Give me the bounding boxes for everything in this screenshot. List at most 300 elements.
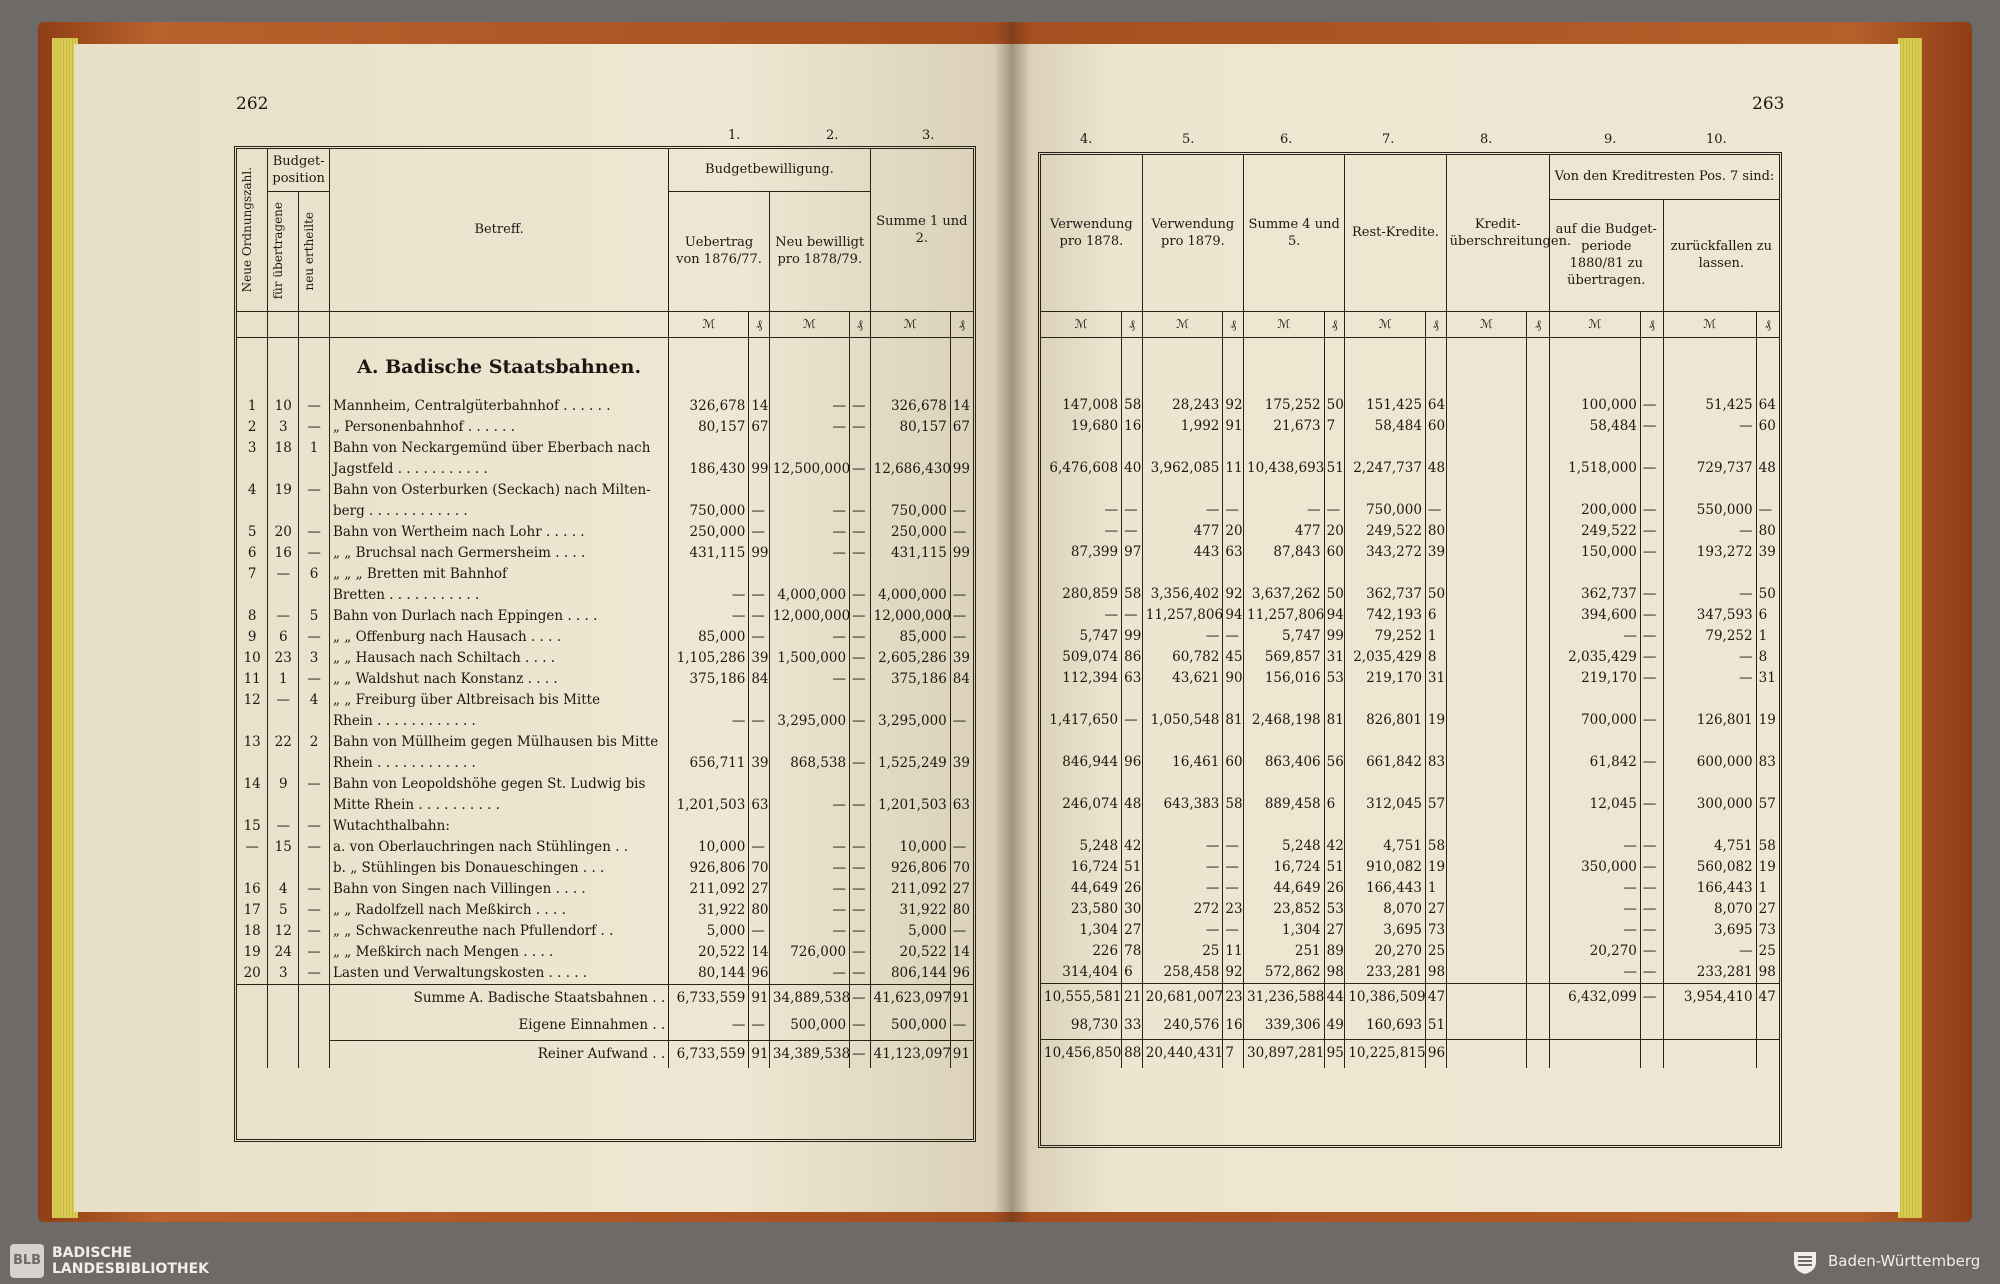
spacer-cell — [1756, 337, 1779, 395]
table-row — [1041, 563, 1779, 584]
summe-mark-cell: 2,468,198 — [1244, 710, 1325, 731]
rest-kredite-mark-cell: 151,425 — [1345, 395, 1426, 416]
rest-kredite-mark-cell: 3,695 — [1345, 920, 1426, 941]
column-number: 4. — [1080, 132, 1093, 147]
summe-pf-cell: 27 — [1324, 920, 1345, 941]
summe-mark-cell — [870, 774, 950, 795]
verwendung-1879-mark-cell: — — [1142, 836, 1223, 857]
zurueckfallen-pf-cell: 1 — [1756, 878, 1779, 899]
zurueckfallen-pf-cell: 25 — [1756, 941, 1779, 962]
summe-pf-cell: — — [950, 585, 973, 606]
summe-pf-cell: 39 — [950, 753, 973, 774]
verwendung-1878-mark-cell — [1041, 731, 1122, 752]
budget-uebertragen-cell — [268, 858, 299, 879]
table-row — [237, 879, 973, 900]
unit-pf: ₰ — [1527, 311, 1550, 337]
uebertragen-mark-cell — [1549, 1012, 1640, 1040]
neu-bewilligt-mark-cell: 868,538 — [769, 753, 849, 774]
column-number: 8. — [1480, 132, 1493, 147]
rest-kredite-mark-cell — [1345, 731, 1426, 752]
verwendung-1879-mark-cell: — — [1142, 857, 1223, 878]
uebertrag-pf-cell — [749, 564, 770, 585]
table-row — [237, 921, 973, 942]
rest-kredite-mark-cell: 742,193 — [1345, 605, 1426, 626]
summe-pf-cell: — — [950, 1012, 973, 1040]
summe-pf-cell: 50 — [1324, 395, 1345, 416]
uebertrag-pf-cell: 91 — [749, 1040, 770, 1068]
verwendung-1878-mark-cell — [1041, 689, 1122, 710]
betreff-cell: Rhein . . . . . . . . . . . . — [330, 753, 669, 774]
betreff-cell: „ „ Schwackenreuthe nach Pfullendorf . . — [330, 921, 669, 942]
neu-bewilligt-mark-cell: — — [769, 858, 849, 879]
uebertragen-mark-cell — [1549, 689, 1640, 710]
header-verwendung-1879: Verwendung pro 1879. — [1142, 155, 1243, 311]
ueberschreitung-pf-cell — [1527, 794, 1550, 815]
ueberschreitung-mark-cell — [1446, 962, 1527, 984]
summe-mark-cell: 12,686,430 — [870, 459, 950, 480]
rest-kredite-pf-cell: 39 — [1425, 542, 1446, 563]
verwendung-1878-mark-cell: 147,008 — [1062, 397, 1119, 413]
table-row — [1041, 605, 1779, 626]
neu-bewilligt-mark-cell — [769, 480, 849, 501]
table-row — [1041, 437, 1779, 458]
summe-pf-cell — [950, 690, 973, 711]
neu-bewilligt-pf-cell — [850, 774, 871, 795]
budget-uebertragen-cell: 3 — [268, 417, 299, 438]
rest-kredite-mark-cell: 160,693 — [1345, 1012, 1426, 1040]
uebertragen-pf-cell — [1640, 563, 1663, 584]
neu-bewilligt-pf-cell: — — [850, 459, 871, 480]
budget-uebertragen-cell: 12 — [268, 921, 299, 942]
summe-mark-cell: 16,724 — [1244, 857, 1325, 878]
rest-kredite-pf-cell: — — [1425, 500, 1446, 521]
verwendung-1879-pf-cell: 7 — [1223, 1040, 1244, 1068]
blb-wordmark[interactable]: BADISCHE LANDESBIBLIOTHEK — [52, 1245, 210, 1277]
total-label-cell: Summe A. Badische Staatsbahnen . . — [330, 984, 669, 1012]
table-row — [237, 732, 973, 753]
verwendung-1878-mark-cell: 98,730 — [1070, 1016, 1119, 1033]
rest-kredite-pf-cell: 1 — [1425, 878, 1446, 899]
summe-pf-cell: 70 — [950, 858, 973, 879]
ueberschreitung-mark-cell — [1446, 794, 1527, 815]
uebertrag-pf-cell: 67 — [749, 417, 770, 438]
neu-bewilligt-pf-cell: — — [850, 1040, 871, 1068]
budget-neu-cell: 6 — [299, 564, 330, 585]
betreff-cell: Bahn von Osterburken (Seckach) nach Milten- — [330, 480, 669, 501]
zurueckfallen-pf-cell: 73 — [1756, 920, 1779, 941]
betreff-cell: Lasten und Verwaltungskosten . . . . . — [330, 963, 669, 985]
table-row — [1041, 752, 1779, 773]
verwendung-1878-mark-cell: 846,944 — [1062, 754, 1119, 770]
verwendung-1878-mark-cell: 10,555,581 — [1041, 984, 1122, 1012]
verwendung-1879-mark-cell: 11,257,806 — [1142, 605, 1223, 626]
ordnungszahl-cell: 8 — [247, 607, 257, 624]
neu-bewilligt-mark-cell: — — [769, 921, 849, 942]
header-ordnungszahl: Neue Ordnungszahl. — [237, 149, 268, 311]
neu-bewilligt-mark-cell: — — [769, 543, 849, 564]
baden-wuerttemberg-crest-icon[interactable] — [1790, 1246, 1820, 1276]
uebertrag-pf-cell — [749, 732, 770, 753]
blb-logo[interactable]: BLB — [10, 1244, 44, 1278]
uebertragen-mark-cell: 100,000 — [1549, 395, 1640, 416]
neu-bewilligt-mark-cell: 34,889,538 — [769, 984, 849, 1012]
uebertrag-pf-cell: 70 — [749, 858, 770, 879]
verwendung-1879-mark-cell: 16,461 — [1142, 752, 1223, 773]
rest-kredite-mark-cell: 826,801 — [1345, 710, 1426, 731]
header-neu-bewilligt: Neu bewilligt pro 1878/79. — [769, 191, 870, 311]
uebertrag-mark-cell — [669, 816, 749, 837]
summe-pf-cell: 84 — [950, 669, 973, 690]
table-row — [237, 942, 973, 963]
uebertrag-pf-cell: — — [749, 627, 770, 648]
betreff-cell: Bretten . . . . . . . . . . . — [330, 585, 669, 606]
uebertragen-mark-cell: — — [1549, 899, 1640, 920]
summe-pf-cell — [950, 480, 973, 501]
uebertragen-pf-cell: — — [1640, 710, 1663, 731]
neu-bewilligt-pf-cell — [850, 816, 871, 837]
verwendung-1878-pf-cell — [1122, 689, 1143, 710]
verwendung-1878-pf-cell: 26 — [1122, 878, 1143, 899]
table-row — [1041, 815, 1779, 836]
betreff-cell: „ „ Hausach nach Schiltach . . . . — [330, 648, 669, 669]
zurueckfallen-mark-cell: — — [1663, 668, 1756, 689]
verwendung-1878-mark-cell: — — [1104, 502, 1119, 518]
verwendung-1878-pf-cell: 33 — [1122, 1012, 1143, 1040]
unit-mark: ℳ — [1549, 311, 1640, 337]
summe-mark-cell — [870, 438, 950, 459]
summe-mark-cell: 20,522 — [870, 942, 950, 963]
ordnungszahl-cell: — — [245, 838, 259, 855]
total-row — [237, 984, 973, 1012]
neu-bewilligt-mark-cell: 12,000,000 — [769, 606, 849, 627]
table-row — [237, 438, 973, 459]
verwendung-1878-pf-cell: 16 — [1122, 416, 1143, 437]
budget-neu-cell: — — [299, 417, 330, 438]
verwendung-1879-pf-cell: — — [1223, 920, 1244, 941]
header-von-den-kreditresten: Von den Kreditresten Pos. 7 sind: — [1549, 155, 1779, 199]
summe-mark-cell: 1,304 — [1244, 920, 1325, 941]
left-unit-row — [237, 311, 973, 337]
uebertrag-mark-cell — [669, 690, 749, 711]
ueberschreitung-mark-cell — [1446, 479, 1527, 500]
ueberschreitung-mark-cell — [1446, 626, 1527, 647]
zurueckfallen-mark-cell — [1663, 479, 1756, 500]
verwendung-1879-mark-cell: 28,243 — [1142, 395, 1223, 416]
betreff-cell: Bahn von Neckargemünd über Eberbach nach — [330, 438, 669, 459]
zurueckfallen-pf-cell: 57 — [1756, 794, 1779, 815]
baden-wuerttemberg-label[interactable]: Baden-Württemberg — [1828, 1252, 1981, 1270]
summe-mark-cell: 31,922 — [870, 900, 950, 921]
neu-bewilligt-pf-cell: — — [850, 606, 871, 627]
ordnungszahl-cell: 2 — [247, 418, 257, 435]
uebertragen-pf-cell: — — [1640, 836, 1663, 857]
verwendung-1879-pf-cell: 92 — [1223, 584, 1244, 605]
table-row — [1041, 521, 1779, 542]
summe-mark-cell — [870, 816, 950, 837]
neu-bewilligt-mark-cell — [769, 438, 849, 459]
left-header-row — [237, 149, 973, 191]
section-title-row — [237, 337, 973, 396]
summe-pf-cell: 27 — [950, 879, 973, 900]
budget-neu-cell: — — [299, 816, 330, 837]
right-header-row — [1041, 155, 1779, 199]
header-zurueckfallen: zurückfallen zu lassen. — [1663, 199, 1779, 311]
summe-pf-cell: 98 — [1324, 962, 1345, 984]
verwendung-1878-pf-cell: 40 — [1122, 458, 1143, 479]
zurueckfallen-pf-cell — [1756, 773, 1779, 794]
summe-pf-cell — [1324, 563, 1345, 584]
uebertragen-mark-cell: — — [1549, 920, 1640, 941]
unit-mark: ℳ — [1446, 311, 1527, 337]
ordnungszahl-cell — [237, 585, 268, 606]
ordnungszahl-cell: 9 — [247, 628, 257, 645]
uebertrag-mark-cell: 431,115 — [669, 543, 749, 564]
verwendung-1878-mark-cell: 112,394 — [1062, 670, 1119, 686]
budget-uebertragen-cell: 3 — [268, 963, 299, 985]
uebertrag-mark-cell: 250,000 — [669, 522, 749, 543]
uebertrag-mark-cell: 80,157 — [669, 417, 749, 438]
zurueckfallen-mark-cell: 3,695 — [1663, 920, 1756, 941]
verwendung-1879-mark-cell: — — [1142, 878, 1223, 899]
unit-mark: ℳ — [1142, 311, 1223, 337]
table-row — [237, 564, 973, 585]
neu-bewilligt-mark-cell: — — [769, 522, 849, 543]
ueberschreitung-mark-cell — [1446, 563, 1527, 584]
left-ledger-table — [237, 149, 973, 1068]
rest-kredite-pf-cell: 58 — [1425, 836, 1446, 857]
verwendung-1879-mark-cell: 240,576 — [1142, 1012, 1223, 1040]
ueberschreitung-mark-cell — [1446, 647, 1527, 668]
uebertragen-pf-cell: — — [1640, 395, 1663, 416]
zurueckfallen-mark-cell: 193,272 — [1663, 542, 1756, 563]
empty-cell — [299, 1040, 330, 1068]
ueberschreitung-pf-cell — [1527, 752, 1550, 773]
betreff-cell: „ „ Freiburg über Altbreisach bis Mitte — [330, 690, 669, 711]
unit-pf: ₰ — [1324, 311, 1345, 337]
ueberschreitung-mark-cell — [1446, 899, 1527, 920]
neu-bewilligt-mark-cell — [769, 690, 849, 711]
verwendung-1878-pf-cell: — — [1122, 605, 1143, 626]
rest-kredite-mark-cell — [1345, 479, 1426, 500]
ueberschreitung-pf-cell — [1527, 668, 1550, 689]
budget-uebertragen-cell: 16 — [268, 543, 299, 564]
spacer-cell — [1425, 337, 1446, 395]
summe-pf-cell: 20 — [1324, 521, 1345, 542]
verwendung-1879-pf-cell: 45 — [1223, 647, 1244, 668]
uebertrag-mark-cell: — — [669, 711, 749, 732]
uebertragen-pf-cell: — — [1640, 668, 1663, 689]
uebertrag-mark-cell: 375,186 — [669, 669, 749, 690]
verwendung-1878-pf-cell: — — [1122, 521, 1143, 542]
ueberschreitung-pf-cell — [1527, 1040, 1550, 1068]
summe-mark-cell — [870, 480, 950, 501]
ueberschreitung-pf-cell — [1527, 710, 1550, 731]
rest-kredite-mark-cell: 219,170 — [1345, 668, 1426, 689]
summe-mark-cell: 500,000 — [870, 1012, 950, 1040]
empty-cell — [268, 1040, 299, 1068]
verwendung-1878-pf-cell: 6 — [1122, 962, 1143, 984]
summe-mark-cell — [870, 732, 950, 753]
summe-pf-cell: 95 — [1324, 1040, 1345, 1068]
uebertrag-pf-cell: — — [749, 501, 770, 522]
page-edges-right — [1898, 38, 1922, 1218]
uebertrag-mark-cell: 656,711 — [669, 753, 749, 774]
uebertragen-mark-cell: 6,432,099 — [1549, 984, 1640, 1012]
rest-kredite-pf-cell: 31 — [1425, 668, 1446, 689]
rest-kredite-mark-cell: 20,270 — [1345, 941, 1426, 962]
uebertragen-pf-cell — [1640, 437, 1663, 458]
neu-bewilligt-pf-cell: — — [850, 879, 871, 900]
zurueckfallen-pf-cell: 47 — [1756, 984, 1779, 1012]
ueberschreitung-mark-cell — [1446, 731, 1527, 752]
summe-mark-cell: 572,862 — [1244, 962, 1325, 984]
table-row — [1041, 878, 1779, 899]
summe-mark-cell — [1244, 815, 1325, 836]
summe-mark-cell: 339,306 — [1244, 1012, 1325, 1040]
ueberschreitung-pf-cell — [1527, 899, 1550, 920]
zurueckfallen-pf-cell: 1 — [1756, 626, 1779, 647]
budget-uebertragen-cell: — — [268, 564, 299, 585]
budget-neu-cell — [299, 795, 330, 816]
zurueckfallen-mark-cell: 347,593 — [1663, 605, 1756, 626]
zurueckfallen-pf-cell: 19 — [1756, 857, 1779, 878]
uebertragen-mark-cell: 150,000 — [1549, 542, 1640, 563]
uebertragen-mark-cell: 362,737 — [1549, 584, 1640, 605]
right-table-body — [1041, 395, 1779, 984]
ueberschreitung-mark-cell — [1446, 836, 1527, 857]
neu-bewilligt-mark-cell: 726,000 — [769, 942, 849, 963]
uebertrag-mark-cell — [669, 438, 749, 459]
budget-uebertragen-cell: 6 — [268, 627, 299, 648]
budget-neu-cell: 2 — [299, 732, 330, 753]
verwendung-1879-pf-cell: 92 — [1223, 962, 1244, 984]
verwendung-1879-pf-cell: 11 — [1223, 458, 1244, 479]
uebertrag-pf-cell: 14 — [749, 942, 770, 963]
verwendung-1878-mark-cell — [1041, 815, 1122, 836]
summe-mark-cell — [1244, 689, 1325, 710]
summe-mark-cell: — — [1244, 500, 1325, 521]
uebertrag-pf-cell — [749, 438, 770, 459]
header-budgetbewilligung: Budgetbewilligung. — [669, 149, 870, 191]
spacer-cell — [1223, 337, 1244, 395]
budget-uebertragen-cell: — — [268, 816, 299, 837]
table-row — [237, 753, 973, 774]
ordnungszahl-cell: 10 — [243, 649, 261, 666]
total-row — [1041, 984, 1779, 1012]
verwendung-1879-pf-cell: 92 — [1223, 395, 1244, 416]
budget-uebertragen-cell: 15 — [268, 837, 299, 858]
ueberschreitung-mark-cell — [1446, 458, 1527, 479]
ueberschreitung-pf-cell — [1527, 878, 1550, 899]
ueberschreitung-mark-cell — [1446, 437, 1527, 458]
summe-pf-cell: 31 — [1324, 647, 1345, 668]
verwendung-1879-pf-cell: 94 — [1223, 605, 1244, 626]
betreff-cell: Jagstfeld . . . . . . . . . . . — [330, 459, 669, 480]
uebertragen-pf-cell: — — [1640, 752, 1663, 773]
ueberschreitung-pf-cell — [1527, 941, 1550, 962]
summe-pf-cell: — — [950, 501, 973, 522]
uebertrag-mark-cell: — — [669, 1012, 749, 1040]
uebertragen-pf-cell: — — [1640, 542, 1663, 563]
betreff-cell: berg . . . . . . . . . . . . — [330, 501, 669, 522]
uebertrag-mark-cell — [669, 732, 749, 753]
ueberschreitung-pf-cell — [1527, 416, 1550, 437]
ordnungszahl-cell: 11 — [243, 670, 261, 687]
summe-pf-cell: 89 — [1324, 941, 1345, 962]
table-row — [237, 417, 973, 438]
verwendung-1878-mark-cell — [1041, 437, 1122, 458]
column-number: 6. — [1280, 132, 1293, 147]
uebertragen-pf-cell: — — [1640, 962, 1663, 984]
zurueckfallen-mark-cell: 8,070 — [1663, 899, 1756, 920]
summe-mark-cell: 175,252 — [1244, 395, 1325, 416]
summe-mark-cell: 3,295,000 — [870, 711, 950, 732]
neu-bewilligt-mark-cell: 12,500,000 — [769, 459, 849, 480]
uebertragen-pf-cell — [1640, 773, 1663, 794]
empty-cell — [268, 1012, 299, 1040]
summe-pf-cell — [1324, 689, 1345, 710]
zurueckfallen-pf-cell — [1756, 479, 1779, 500]
verwendung-1878-pf-cell: 58 — [1122, 395, 1143, 416]
ueberschreitung-pf-cell — [1527, 647, 1550, 668]
empty-cell — [237, 1012, 268, 1040]
neu-bewilligt-pf-cell: — — [850, 417, 871, 438]
zurueckfallen-mark-cell: 3,954,410 — [1663, 984, 1756, 1012]
uebertragen-mark-cell — [1549, 479, 1640, 500]
spacer-cell — [1324, 337, 1345, 395]
table-row — [1041, 626, 1779, 647]
empty-cell — [268, 984, 299, 1012]
verwendung-1878-mark-cell: — — [1104, 607, 1119, 623]
rest-kredite-pf-cell — [1425, 689, 1446, 710]
summe-pf-cell — [1324, 437, 1345, 458]
header-verwendung-1878: Verwendung pro 1878. — [1041, 155, 1142, 311]
uebertragen-mark-cell: 12,045 — [1549, 794, 1640, 815]
uebertragen-mark-cell: — — [1549, 878, 1640, 899]
spacer-cell — [1446, 337, 1527, 395]
neu-bewilligt-mark-cell: — — [769, 627, 849, 648]
zurueckfallen-mark-cell: — — [1663, 941, 1756, 962]
verwendung-1878-mark-cell — [1041, 773, 1122, 794]
rest-kredite-pf-cell: 8 — [1425, 647, 1446, 668]
verwendung-1879-pf-cell — [1223, 815, 1244, 836]
ueberschreitung-mark-cell — [1446, 668, 1527, 689]
verwendung-1879-pf-cell — [1223, 689, 1244, 710]
rest-kredite-pf-cell: 19 — [1425, 857, 1446, 878]
rest-kredite-mark-cell: 2,035,429 — [1345, 647, 1426, 668]
ueberschreitung-pf-cell — [1527, 984, 1550, 1012]
verwendung-1879-mark-cell: 477 — [1142, 521, 1223, 542]
budget-uebertragen-cell — [268, 753, 299, 774]
neu-bewilligt-mark-cell: — — [769, 501, 849, 522]
ueberschreitung-pf-cell — [1527, 584, 1550, 605]
header-budgetposition: Budget-position — [268, 149, 330, 191]
verwendung-1879-mark-cell — [1142, 479, 1223, 500]
zurueckfallen-mark-cell: — — [1663, 584, 1756, 605]
summe-mark-cell — [1244, 731, 1325, 752]
rest-kredite-pf-cell — [1425, 563, 1446, 584]
uebertrag-mark-cell: 5,000 — [669, 921, 749, 942]
table-row — [1041, 899, 1779, 920]
verwendung-1879-mark-cell: 3,356,402 — [1142, 584, 1223, 605]
zurueckfallen-pf-cell: 27 — [1756, 899, 1779, 920]
budget-neu-cell — [299, 501, 330, 522]
verwendung-1878-pf-cell: 96 — [1122, 752, 1143, 773]
verwendung-1879-pf-cell: 23 — [1223, 984, 1244, 1012]
betreff-cell: Bahn von Singen nach Villingen . . . . — [330, 879, 669, 900]
left-table-totals — [237, 984, 973, 1068]
rest-kredite-mark-cell — [1345, 815, 1426, 836]
